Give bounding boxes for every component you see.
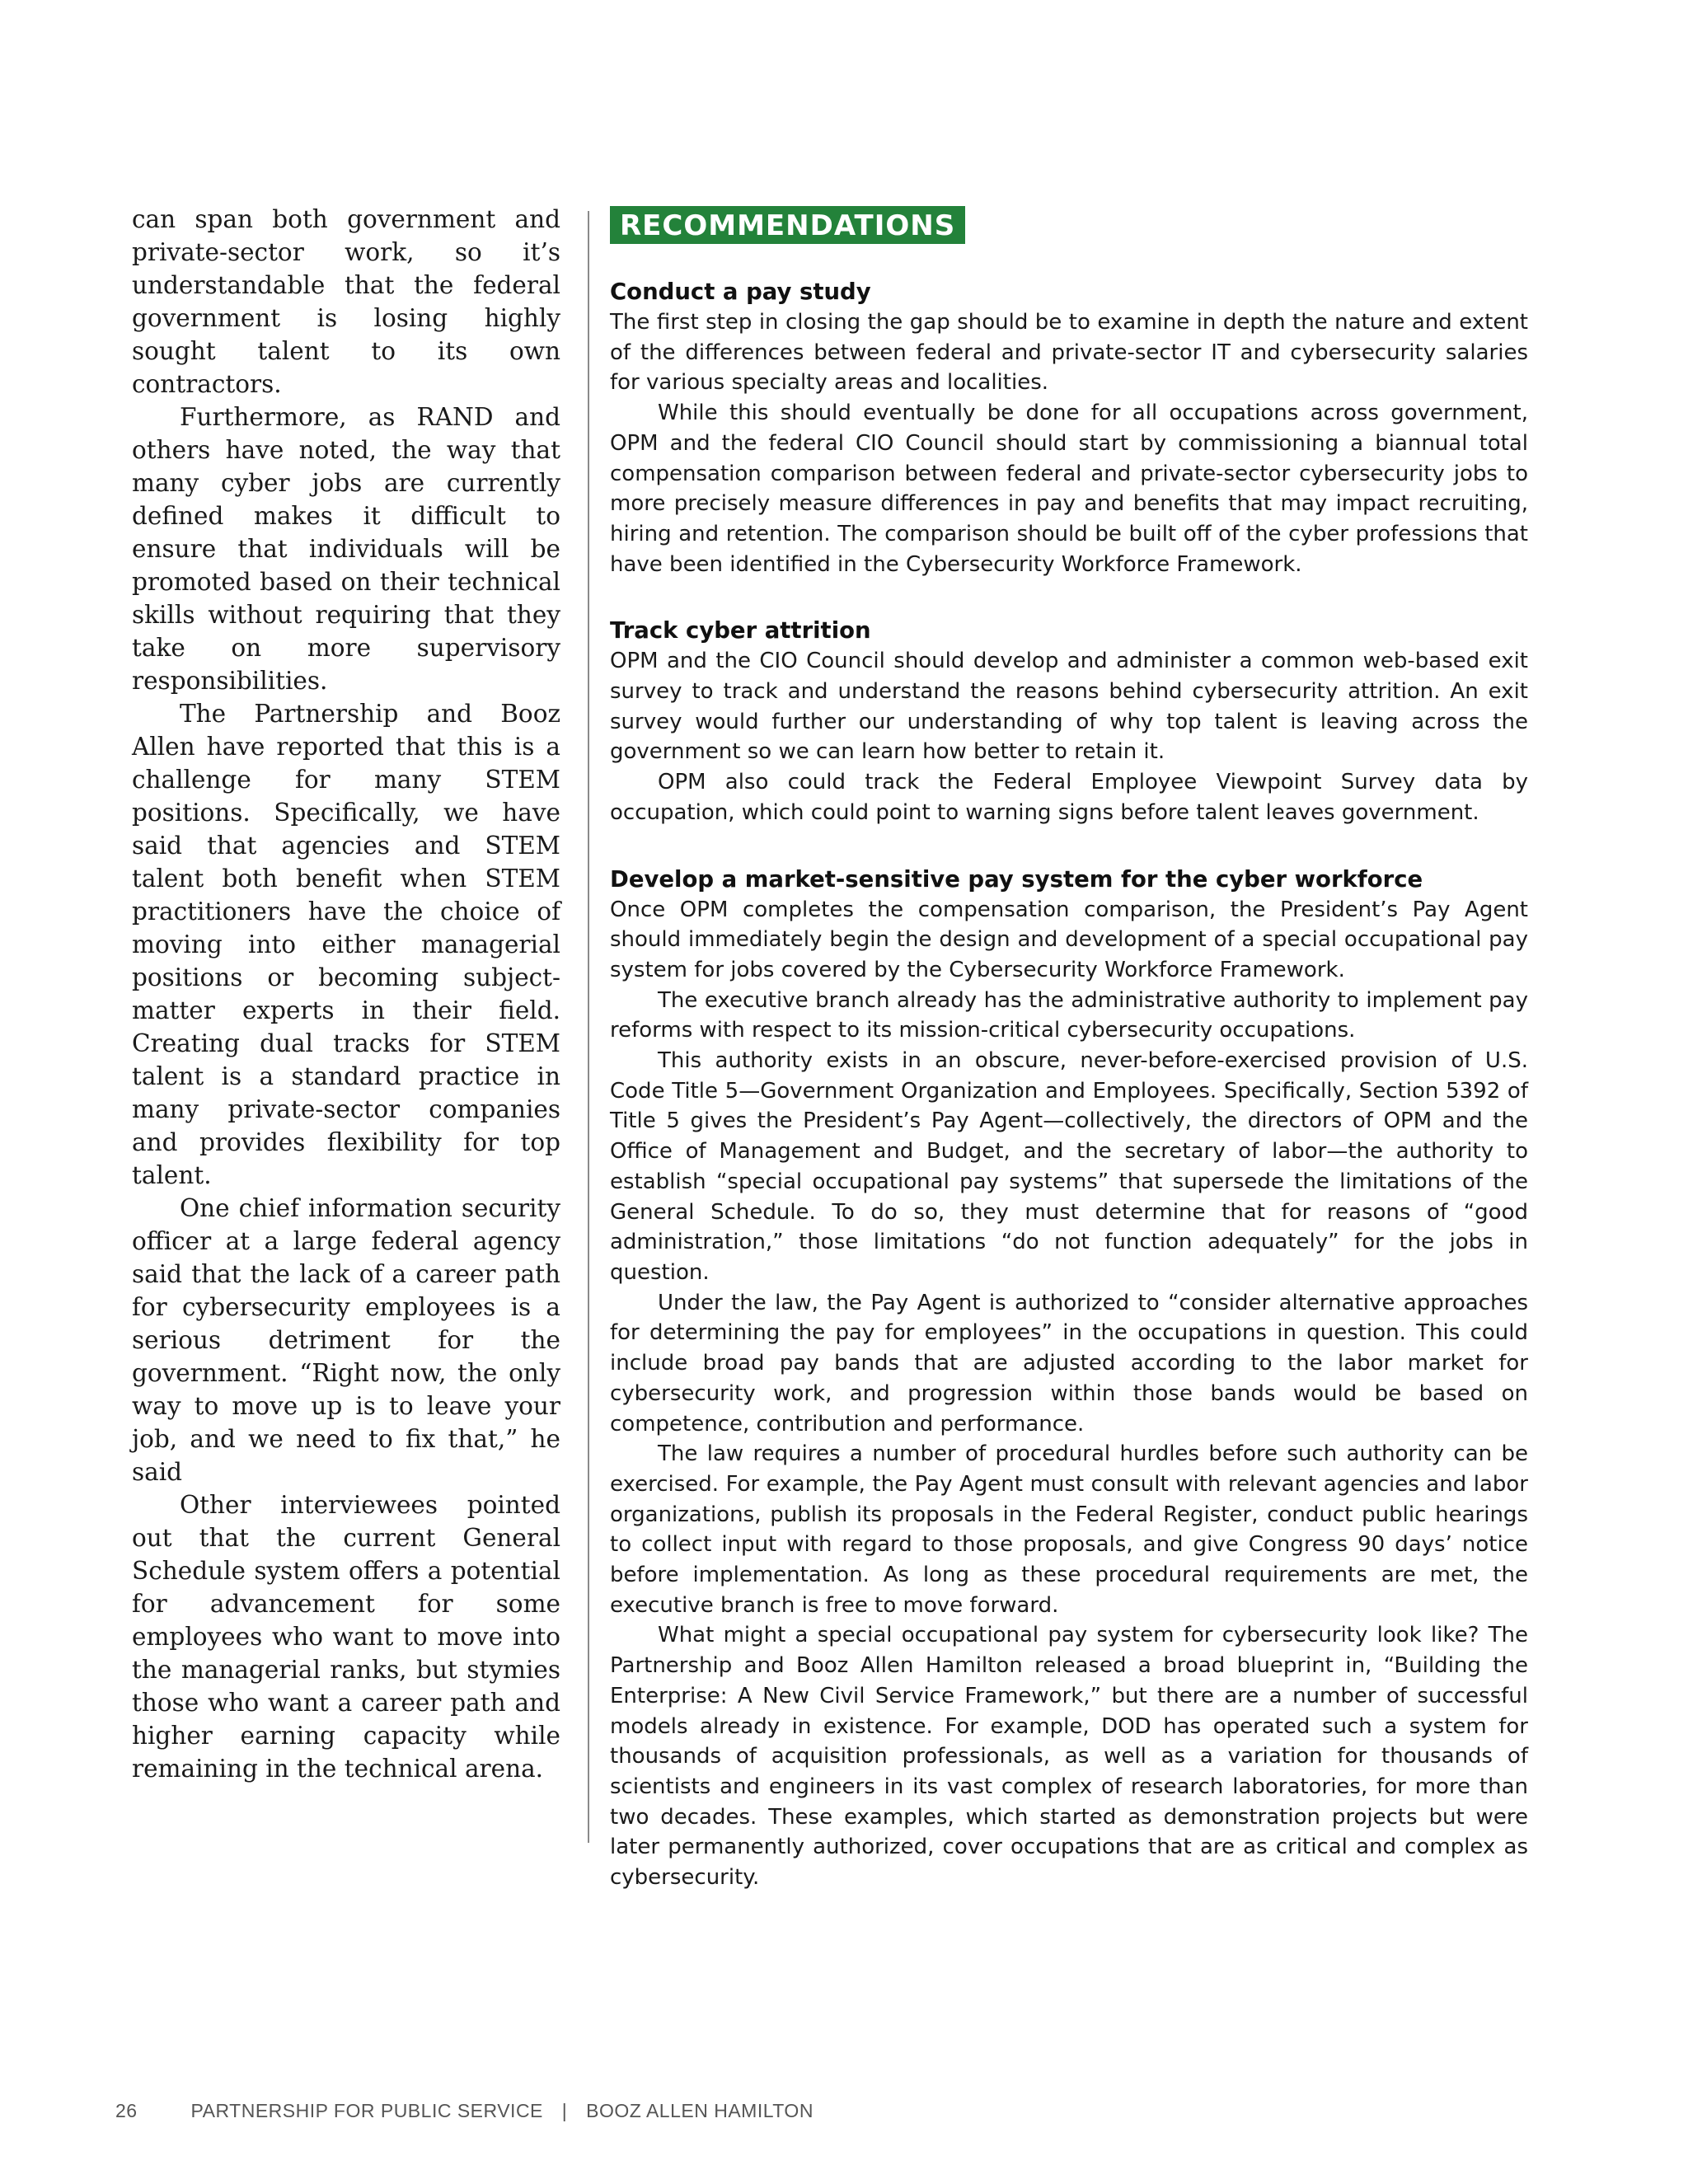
body-paragraph: Under the law, the Pay Agent is authorized to “consider alternative approaches for determining the pay for employees” in the occupations in question. This could include broad pay bands that are adjusted according to the labor market for cybersecurity work, and progression within those bands would be based on competence, contribution and performance. [610,1290,1528,1436]
section-track-cyber-attrition [610,616,1528,827]
recommendations-banner: RECOMMENDATIONS [610,206,965,244]
body-paragraph: What might a special occupational pay system for cybersecurity look like? The Partnership and Booz Allen Hamilton released a broad blueprint in, “Building the Enterprise: A New Civil Service Framework,” but there are a number of successful models already in existence. For example, DOD has operated such a system for thousands of acquisition professionals, as well as a variation for thousands of scientists and engineers in its vast complex of research laboratories, for more than two decades. These examples, which started as demonstration projects but were later permanently authorized, cover occupations that are as critical and complex as cybersecurity. [610,1623,1528,1891]
body-paragraph: Furthermore, as RAND and others have noted, the way that many cyber jobs are currently defined makes it difficult to ensure that individuals will be promoted based on their technical skills without requiring that they take on more supervisory responsibilities. [132,403,560,695]
page-footer [115,2100,814,2122]
body-paragraph: Other interviewees pointed out that the current General Schedule system offers a potential for advancement for some employees who want to move into the managerial ranks, but stymies those who want a career path and higher earning capacity while remaining in the technical arena. [132,1491,560,1783]
body-paragraph: The executive branch already has the administrative authority to implement pay reforms with respect to its mission-critical cybersecurity occupations. [610,987,1528,1043]
body-paragraph: One chief information security officer at a large federal agency said that the lack of a career path for cybersecurity employees is a serious detriment for the government. “Right now, the only way to move up is to leave your job, and we need to fix that,” he said [132,1194,560,1486]
footer-org-left: PARTNERSHIP FOR PUBLIC SERVICE [190,2100,543,2121]
page-number: 26 [115,2100,138,2121]
body-paragraph: While this should eventually be done for all occupations across government, OPM and the federal CIO Council should start by commissioning a biannual total compensation comparison between federal and private-sector cybersecurity jobs to more precisely measure differences in pay and benefits that may impact recruiting, hiring and retention. The comparison should be built off of the cyber professions that have been identified in the Cybersecurity Workforce Framework. [610,401,1528,577]
section-market-sensitive-pay [610,865,1528,1893]
body-paragraph: Once OPM completes the compensation comparison, the President’s Pay Agent should immediately begin the design and development of a special occupational pay system for jobs covered by the Cybersecurity Workforce Framework. [610,897,1528,982]
body-paragraph: The first step in closing the gap should be to examine in depth the nature and extent of the differences between federal and private-sector IT and cybersecurity salaries for various specialty areas and localities. [610,310,1528,396]
footer-separator: | [561,2100,568,2121]
body-paragraph: OPM also could track the Federal Employee Viewpoint Survey data by occupation, which could point to warning signs before talent leaves government. [610,770,1528,825]
footer-org-right: BOOZ ALLEN HAMILTON [586,2100,814,2121]
body-paragraph: This authority exists in an obscure, never-before-exercised provision of U.S. Code Title 5—Government Organization and Employees. Specifically, Section 5392 of Title 5 gives the President’s Pay Agent—collectively, the directors of OPM and the Office of Management and Budget, and the secretary of labor—the authority to establish “special occupational pay systems” that supersede the limitations of the General Schedule. To do so, they must determine that for reasons of “good administration,” those limitations “do not function adequately” for the jobs in question. [610,1048,1528,1285]
section-heading: Track cyber attrition [610,617,871,644]
section-heading: Develop a market-sensitive pay system for the cyber workforce [610,865,1423,893]
column-divider [588,211,589,1843]
section-conduct-pay-study [610,277,1528,579]
section-heading: Conduct a pay study [610,279,871,305]
body-paragraph: The law requires a number of procedural hurdles before such authority can be exercised. For example, the Pay Agent must consult with relevant agencies and labor organizations, publish its proposals in the Federal Register, conduct public hearings to collect input with regard to those proposals, and give Congress 90 days’ notice before implementation. As long as these procedural requirements are met, the executive branch is free to move forward. [610,1441,1528,1618]
right-column [610,206,1528,1929]
body-paragraph: The Partnership and Booz Allen have reported that this is a challenge for many STEM positions. Specifically, we have said that agencies and STEM talent both benefit when STEM practitioners have the choice of moving into either managerial positions or becoming subject-matter experts in their field. Creating dual tracks for STEM talent is a standard practice in many private-sector companies and provides flexibility for top talent. [132,700,560,1189]
left-column [132,203,560,1785]
body-paragraph: OPM and the CIO Council should develop and administer a common web-based exit survey to track and understand the reasons behind cybersecurity attrition. An exit survey would further our understanding of why top talent is leaving across the government so we can learn how better to retain it. [610,649,1528,765]
body-paragraph: can span both government and private-sector work, so it’s understandable that the federal government is losing highly sought talent to its own contractors. [132,205,560,398]
